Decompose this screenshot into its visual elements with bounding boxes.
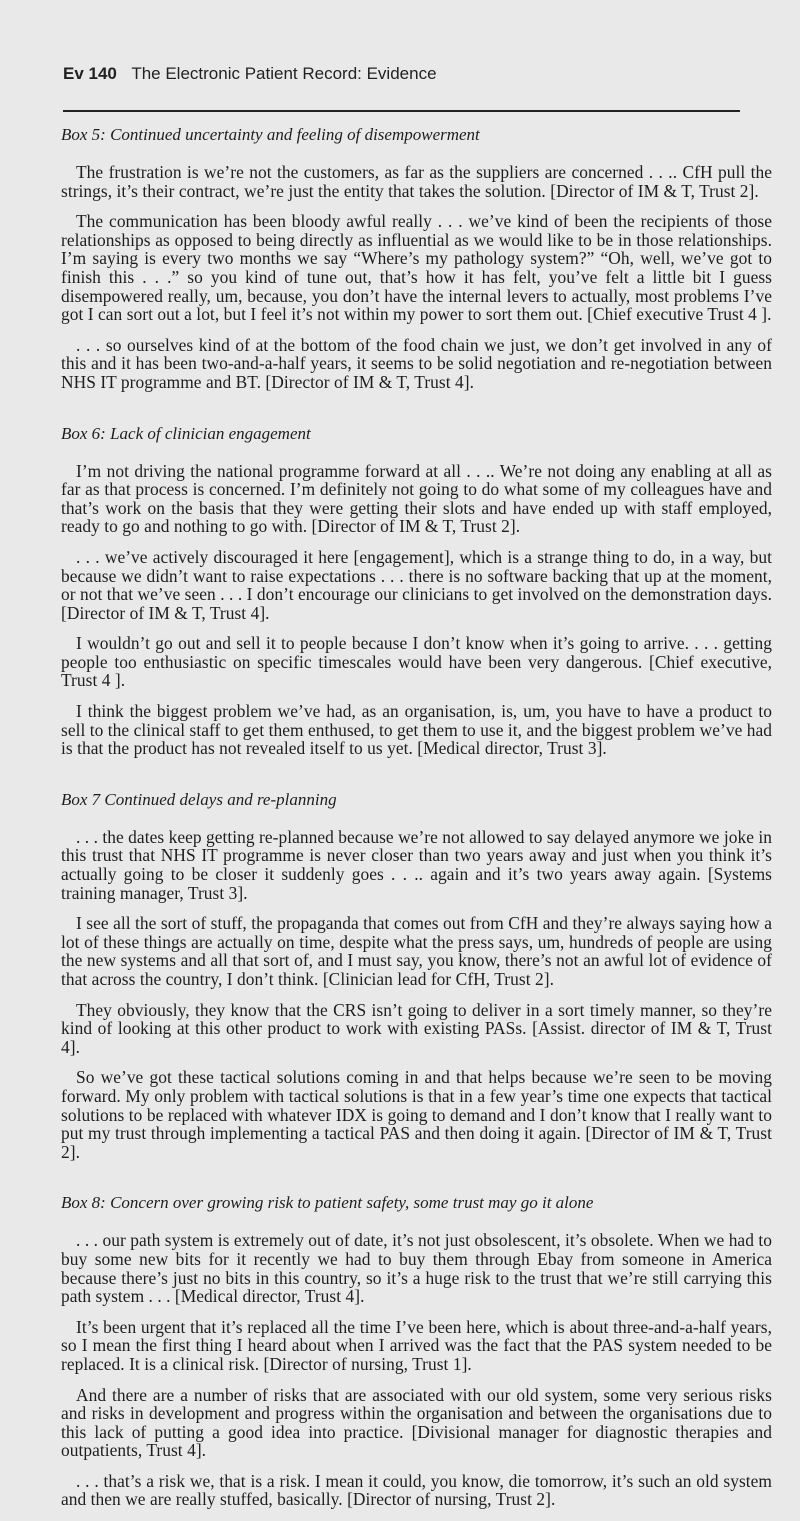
box-title: Box 6: Lack of clinician engagement [61, 423, 311, 443]
quote-paragraph: . . . we’ve actively discouraged it here [engagement], which is a strange thing to do, in a way, but because we didn’t want to raise expectations . . . there is no software backing that up at the moment, or not that we’ve seen . . . I don’t encourage our clinicians to get involved on the demonstration days. [Director of IM & T, Trust 4]. [61, 546, 772, 623]
quote-paragraph: It’s been urgent that it’s replaced all the time I’ve been here, which is about three-and-a-half years, so I mean the first thing I heard about when I arrived was the fact that the PAS system needed to be replaced. It is a clinical risk. [Director of nursing, Trust 1]. [61, 1316, 772, 1374]
quote-paragraph: I wouldn’t go out and sell it to people because I don’t know when it’s going to arrive. . . . getting people too enthusiastic on specific timescales would have been very dangerous. [Chief executive, Trust 4 ]. [61, 633, 772, 691]
box-title: Box 7 Continued delays and re-planning [61, 789, 337, 809]
header-rule [63, 110, 740, 112]
box-8 [61, 1193, 772, 1509]
box-title: Box 8: Concern over growing risk to patient safety, some trust may go it alone [61, 1193, 594, 1213]
box-title: Box 5: Continued uncertainty and feeling of disempowerment [61, 125, 480, 144]
page-number: Ev 140 [63, 64, 117, 83]
quote-paragraph: I think the biggest problem we’ve had, as an organisation, is, um, you have to have a product to sell to the clinical staff to get them enthused, to get them to use it, and the biggest problem we’ve had is that the product has not revealed itself to us yet. [Medical director, Trust 3]. [61, 701, 773, 759]
quote-paragraph: The frustration is we’re not the customers, as far as the suppliers are concerned . . .. CfH pull the strings, it’s their contract, we’re just the entity that takes the solution. [Director of IM & T, Trust 2]. [61, 162, 772, 201]
quote-paragraph: . . . that’s a risk we, that is a risk. I mean it could, you know, die tomorrow, it’s such an old system and then we are really stuffed, basically. [Director of nursing, Trust 2]. [61, 1470, 772, 1510]
quote-paragraph: . . . so ourselves kind of at the bottom of the food chain we just, we don’t get involved in any of this and it has been two-and-a-half years, it seems to be solid negotiation and re-negotiation between NHS IT programme and BT. [Director of IM & T, Trust 4]. [61, 334, 772, 392]
running-head [63, 64, 437, 84]
quote-paragraph: I’m not driving the national programme forward at all . . .. We’re not doing any enabling at all as far as that process is concerned. I’m definitely not going to do what some of my colleagues have and that’s work on the basis that they were getting their slots and have ended up with staff employed, ready to go and nothing to go with. [Director of IM & T, Trust 2]. [61, 460, 772, 537]
running-title: The Electronic Patient Record: Evidence [131, 64, 437, 83]
box-5 [61, 125, 772, 392]
content [61, 125, 772, 1521]
quote-paragraph: So we’ve got these tactical solutions coming in and that helps because we’re seen to be moving forward. My only problem with tactical solutions is that in a few year’s time one expects that tactical solutions to be replaced with whatever IDX is going to demand and I don’t know that I really want to put my trust through implementing a tactical PAS and then doing it again. [Director of IM & T, Trust 2]. [61, 1067, 772, 1162]
quote-paragraph: And there are a number of risks that are associated with our old system, some very serious risks and risks in development and progress within the organisation and between the organisations due to this lack of putting a good idea into practice. [Divisional manager for diagnostic therapies and outpatients, Trust 4]. [61, 1384, 772, 1461]
quote-paragraph: . . . the dates keep getting re-planned because we’re not allowed to say delayed anymore we joke in this trust that NHS IT programme is never closer than two years away and just when you think it’s actually going to be closer it suddenly goes . . .. again and it’s two years away again. [Systems training manager, Trust 3]. [61, 826, 772, 903]
quote-paragraph: I see all the sort of stuff, the propaganda that comes out from CfH and they’re always saying how a lot of these things are actually on time, despite what the press says, um, hundreds of people are using the new systems and all that sort of, and I must say, you know, there’s not an awful lot of evidence of that across the country, I don’t think. [Clinician lead for CfH, Trust 2]. [61, 913, 772, 989]
box-7 [61, 790, 772, 1162]
quote-paragraph: They obviously, they know that the CRS isn’t going to deliver in a sort timely manner, so they’re kind of looking at this other product to work with existing PASs. [Assist. director of IM & T, Trust 4]. [61, 999, 772, 1057]
quote-paragraph: . . . our path system is extremely out of date, it’s not just obsolescent, it’s obsolete. When we had to buy some new bits for it recently we had to buy them through Ebay from someone in America because there’s just no bits in this country, so it’s a huge risk to the trust that we’re still carrying this path system . . . [Medical director, Trust 4]. [61, 1230, 772, 1307]
box-6 [61, 424, 772, 758]
quote-paragraph: The communication has been bloody awful really . . . we’ve kind of been the recipients of those relationships as opposed to being directly as influential as we would like to be in those relationships. I’m saying is every two months we say “Where’s my pathology system?” “Oh, well, we’ve got to finish this . . .” so you kind of tune out, that’s how it has felt, you’ve felt a little bit I guess disempowered really, um, because, you don’t have the internal levers to actually, most problems I’ve got I can sort out a lot, but I feel it’s not within my power to sort them out. [Chief executive Trust 4 ]. [61, 211, 772, 325]
